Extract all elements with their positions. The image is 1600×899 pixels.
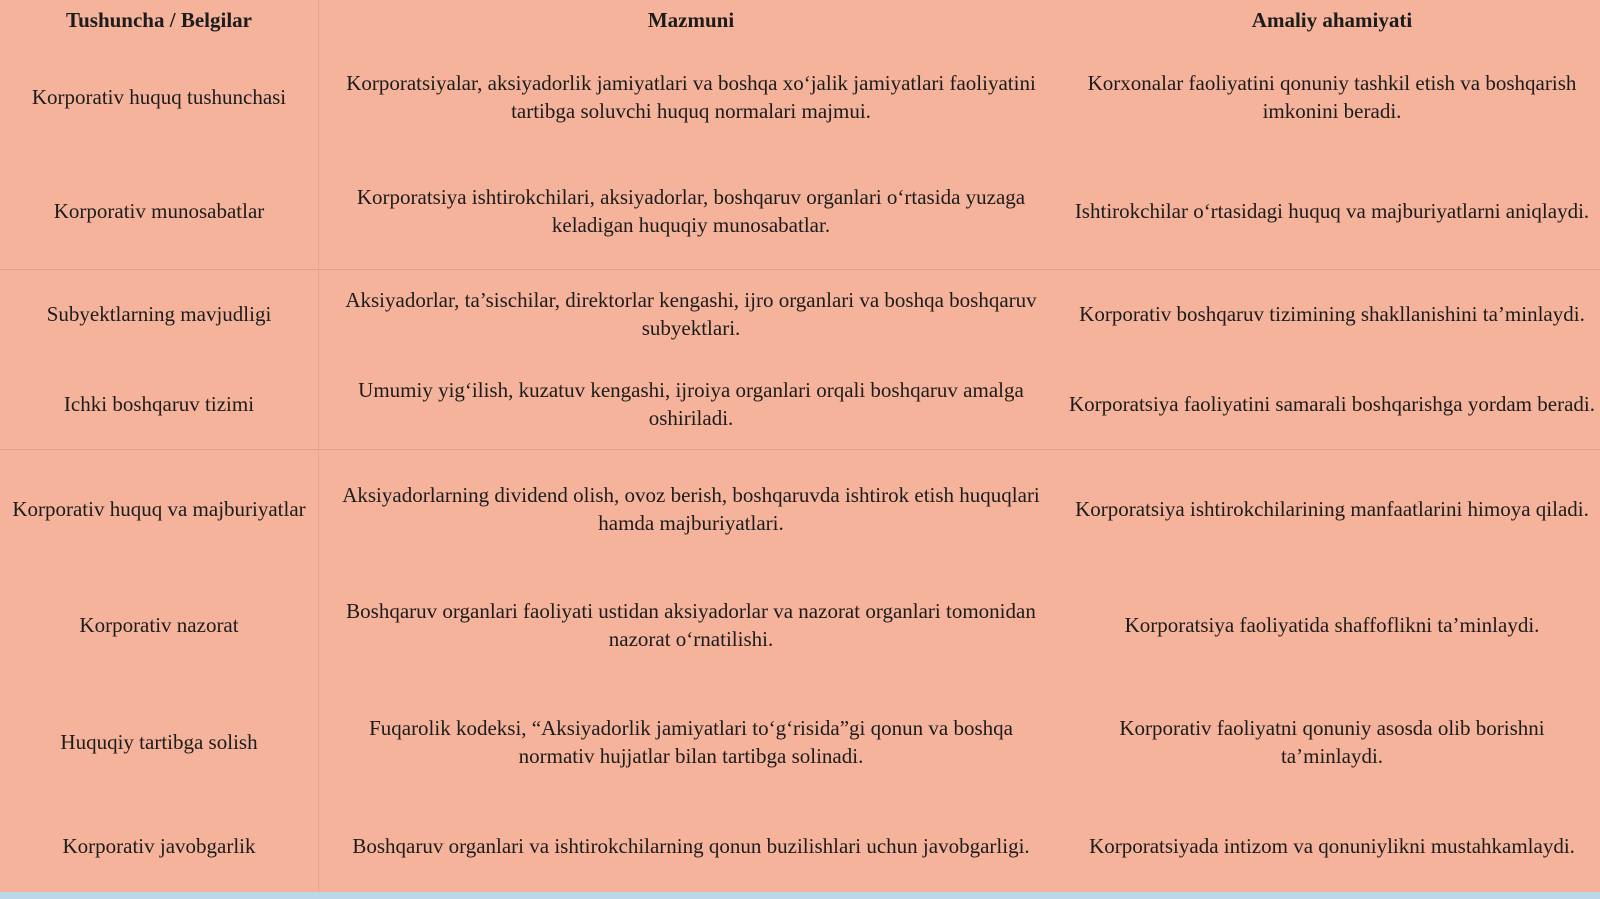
row-content: Boshqaruv organlari va ishtirokchilarning qonun buzilishlari uchun javobgarligi. [352, 834, 1030, 858]
bottom-strip [0, 892, 1600, 899]
table-row [0, 449, 1600, 567]
header-concept: Tushuncha / Belgilar [66, 8, 252, 32]
row-concept: Korporativ munosabatlar [53, 199, 265, 223]
row-concept: Subyektlarning mavjudligi [46, 302, 272, 326]
table-row [0, 800, 1600, 892]
row-significance: Korxonalar faoliyatini qonuniy tashkil etish va boshqarish imkonini beradi. [1087, 70, 1577, 123]
row-content: Aksiyadorlar, ta’sischilar, direktorlar kengashi, ijro organlari va boshqa boshqaruv subyektlari. [345, 288, 1037, 340]
row-significance: Korporativ faoliyatni qonuniy asosda olib borishni ta’minlaydi. [1119, 716, 1545, 768]
row-significance: Korporatsiya faoliyatini samarali boshqarishga yordam beradi. [1068, 391, 1595, 416]
row-content: Boshqaruv organlari faoliyati ustidan aksiyadorlar va nazorat organlari tomonidan nazorat o‘rnatilishi. [346, 599, 1036, 651]
row-concept: Korporativ huquq va majburiyatlar [12, 496, 306, 521]
row-significance: Korporatsiyada intizom va qonuniylikni mustahkamlaydi. [1089, 834, 1575, 858]
table-row [0, 269, 1600, 358]
row-content: Aksiyadorlarning dividend olish, ovoz berish, boshqaruvda ishtirok etish huquqlari hamda majburiyatlari. [342, 482, 1040, 535]
header-significance: Amaliy ahamiyati [1251, 8, 1413, 32]
table-row [0, 153, 1600, 269]
row-concept: Korporativ huquq tushunchasi [31, 84, 287, 109]
table-row [0, 358, 1600, 449]
row-concept: Huquqiy tartibga solish [60, 730, 258, 754]
row-concept: Ichki boshqaruv tizimi [63, 391, 255, 416]
table-row [0, 566, 1600, 684]
row-significance: Ishtirokchilar o‘rtasidagi huquq va majburiyatlarni aniqlaydi. [1074, 199, 1590, 223]
row-significance: Korporatsiya faoliyatida shaffoflikni ta’minlaydi. [1124, 613, 1540, 637]
row-content: Fuqarolik kodeksi, “Aksiyadorlik jamiyatlari to‘g‘risida”gi qonun va boshqa normativ hujjatlar bilan tartibga solinadi. [369, 716, 1013, 768]
row-significance: Korporatsiya ishtirokchilarining manfaatlarini himoya qiladi. [1075, 496, 1589, 521]
header-content: Mazmuni [647, 8, 735, 32]
table-row [0, 684, 1600, 800]
table-header-row [0, 0, 1600, 40]
row-content: Korporatsiya ishtirokchilari, aksiyadorlar, boshqaruv organlari o‘rtasida yuzaga keladigan huquqiy munosabatlar. [356, 185, 1026, 237]
table-row [0, 40, 1600, 153]
row-concept: Korporativ nazorat [79, 613, 239, 637]
row-significance: Korporativ boshqaruv tizimining shakllanishini ta’minlaydi. [1079, 302, 1585, 326]
row-content: Umumiy yig‘ilish, kuzatuv kengashi, ijroiya organlari orqali boshqaruv amalga oshiriladi. [358, 377, 1024, 430]
row-concept: Korporativ javobgarlik [62, 834, 256, 858]
row-content: Korporatsiyalar, aksiyadorlik jamiyatlari va boshqa xo‘jalik jamiyatlari faoliyatini tartibga soluvchi huquq normalari majmui. [346, 70, 1036, 123]
